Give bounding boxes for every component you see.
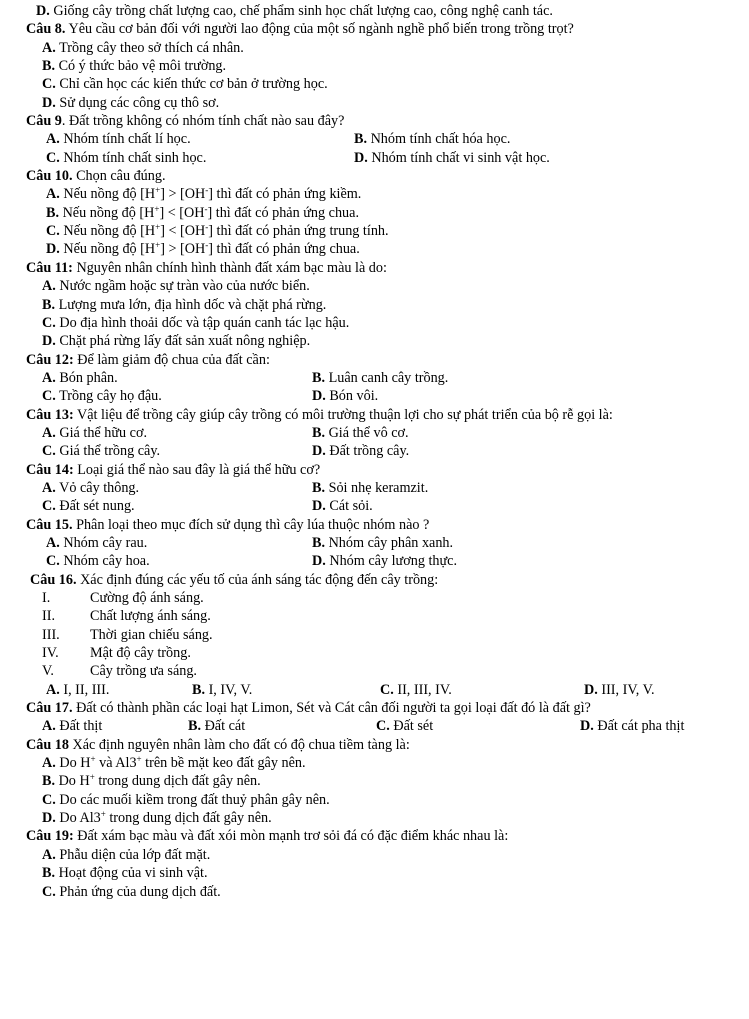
q14-options-row-1 [0,479,749,497]
q11-option-b: B. Lượng mưa lớn, địa hình dốc và chặt phá rừng. [42,296,327,313]
q14-option-c: C. Đất sét nung. [42,498,135,515]
q15-option-d: D. Nhóm cây lương thực. [312,553,458,570]
q9-option-a: A. Nhóm tính chất lí học. [46,131,191,148]
q19-option-a: A. Phẫu diện của lớp đất mặt. [42,846,211,863]
q17-option-c: C. Đất sét [376,718,434,735]
q10-option-a: A. Nếu nồng độ [H+] > [OH-] thì đất có phản ứng kiềm. [46,185,362,203]
q14-option-d: D. Cát sỏi. [312,498,373,515]
q8-option-a: A. Trồng cây theo sở thích cá nhân. [42,39,244,56]
q16-item-4: IV. Mật độ cây trồng. [42,645,191,662]
question-14: Câu 14: Loại giá thể nào sau đây là giá thể hữu cơ? [26,461,321,478]
q16-option-d: D. III, IV, V. [584,681,655,698]
q17-option-a: A. Đất thịt [42,718,103,735]
question-8: Câu 8. Yêu cầu cơ bản đối với người lao động của một số ngành nghề phổ biến trong trồng trọt? [26,21,574,38]
q11-option-a: A. Nước ngầm hoặc sự tràn vào của nước biển. [42,278,310,295]
question-11: Câu 11: Nguyên nhân chính hình thành đất xám bạc màu là do: [26,259,387,276]
q17-options-row [0,717,749,735]
q16-item-1: I. Cường độ ánh sáng. [42,590,204,606]
q9-options-row-1 [0,130,749,148]
q16-item-5: V. Cây trồng ưa sáng. [42,663,197,680]
q16-option-a: A. I, II, III. [46,681,110,698]
q8-option-d: D. Sử dụng các công cụ thô sơ. [42,94,220,111]
q13-options-row-1 [0,424,749,442]
q10-option-c: C. Nếu nồng độ [H+] < [OH-] thì đất có phản ứng trung tính. [46,222,389,240]
q12-option-a: A. Bón phân. [42,369,118,386]
question-9: Câu 9. Đất trồng không có nhóm tính chất nào sau đây? [26,113,345,130]
q12-option-b: B. Luân canh cây trồng. [312,369,449,386]
q19-option-b: B. Hoạt động của vi sinh vật. [42,865,208,882]
q16-item-3: III. Thời gian chiếu sáng. [42,626,213,643]
q8-option-c: C. Chỉ cần học các kiến thức cơ bản ở trường học. [42,76,328,93]
q11-option-c: C. Do địa hình thoải dốc và tập quán canh tác lạc hậu. [42,314,350,331]
q19-option-c: C. Phản ứng của dung dịch đất. [42,883,221,900]
q18-option-d: D. Do Al3+ trong dung dịch đất gây nên. [42,809,272,827]
q13-options-row-2 [0,442,749,460]
q18-option-a: A. Do H+ và Al3+ trên bề mặt keo đất gây nên. [42,754,306,772]
q14-option-b: B. Sỏi nhẹ keramzit. [312,479,429,496]
q9-options-row-2 [0,149,749,167]
q16-option-b: B. I, IV, V. [192,681,253,698]
q17-option-b: B. Đất cát [188,718,246,735]
q15-options-row-2 [0,552,749,570]
q14-options-row-2 [0,497,749,515]
q17-option-d: D. Đất cát pha thịt [580,718,685,735]
question-13: Câu 13: Vật liệu để trồng cây giúp cây trồng có môi trường thuận lợi cho sự phát triển của bộ rễ gọi là: [26,406,613,423]
question-12: Câu 12: Để làm giảm độ chua của đất cần: [26,351,270,368]
q10-option-b: B. Nếu nồng độ [H+] < [OH-] thì đất có phản ứng chua. [46,203,359,221]
question-17: Câu 17. Đất có thành phần các loại hạt Limon, Sét và Cát cân đối người ta gọi loại đất đó là đất gì? [26,700,591,717]
question-10: Câu 10. Chọn câu đúng. [26,168,166,185]
q14-option-a: A. Vỏ cây thông. [42,479,140,496]
q10-option-d: D. Nếu nồng độ [H+] > [OH-] thì đất có phản ứng chua. [46,240,360,258]
question-16: Câu 16. Xác định đúng các yếu tố của ánh sáng tác động đến cây trồng: [30,571,439,588]
q9-option-b: B. Nhóm tính chất hóa học. [354,131,511,148]
q13-option-b: B. Giá thể vô cơ. [312,424,409,441]
q15-option-b: B. Nhóm cây phân xanh. [312,534,454,551]
q8-option-b: B. Có ý thức bảo vệ môi trường. [42,58,227,75]
q13-option-c: C. Giá thể trồng cây. [42,443,161,460]
q11-option-d: D. Chặt phá rừng lấy đất sản xuất nông nghiệp. [42,333,311,350]
q16-option-c: C. II, III, IV. [380,681,452,698]
q15-option-a: A. Nhóm cây rau. [46,534,148,551]
q9-option-c: C. Nhóm tính chất sinh học. [46,149,207,166]
q13-option-a: A. Giá thể hữu cơ. [42,424,148,441]
q7-option-d: D. Giống cây trồng chất lượng cao, chế phẩm sinh học chất lượng cao, công nghệ canh tác. [36,3,553,19]
q15-option-c: C. Nhóm cây hoa. [46,553,150,570]
q16-options-row [0,681,749,699]
q12-options-row-1 [0,369,749,387]
question-18: Câu 18 Xác định nguyên nhân làm cho đất có độ chua tiềm tàng là: [26,736,410,753]
q12-options-row-2 [0,387,749,405]
q13-option-d: D. Đất trồng cây. [312,443,410,460]
q18-option-c: C. Do các muối kiềm trong đất thuỷ phân gây nên. [42,791,330,808]
question-19: Câu 19: Đất xám bạc màu và đất xói mòn mạnh trơ sỏi đá có đặc điểm khác nhau là: [26,828,509,845]
q16-item-2: II. Chất lượng ánh sáng. [42,608,211,625]
question-15: Câu 15. Phân loại theo mục đích sử dụng thì cây lúa thuộc nhóm nào ? [26,516,430,533]
q15-options-row-1 [0,534,749,552]
q9-option-d: D. Nhóm tính chất vi sinh vật học. [354,149,550,166]
q18-option-b: B. Do H+ trong dung dịch đất gây nên. [42,772,261,790]
q12-option-c: C. Trồng cây họ đậu. [42,388,162,405]
q12-option-d: D. Bón vôi. [312,388,379,405]
